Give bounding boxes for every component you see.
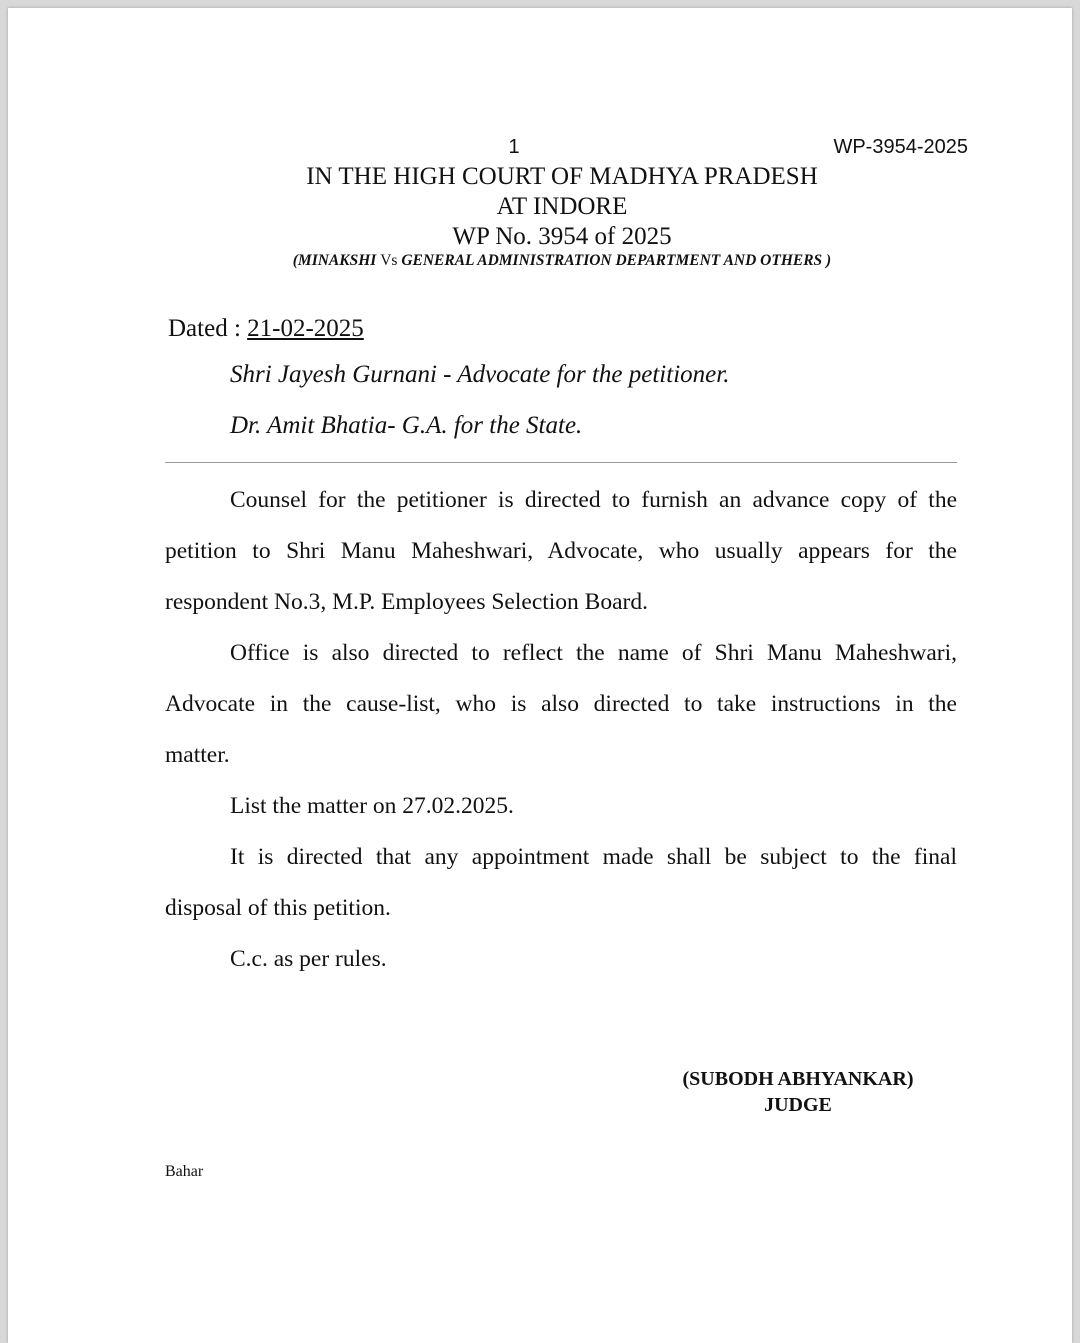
appearance-state: Dr. Amit Bhatia- G.A. for the State. xyxy=(230,412,583,439)
order-line: respondent No.3, M.P. Employees Selection Board. xyxy=(165,589,648,615)
order-date xyxy=(168,315,364,343)
order-line: Advocate in the cause-list, who is also directed to take instructions in the xyxy=(165,691,957,717)
dated-value: 21-02-2025 xyxy=(247,315,364,342)
steno-initials: Bahar xyxy=(165,1163,204,1180)
parties-line xyxy=(8,252,1080,270)
judge-title: JUDGE xyxy=(764,1094,832,1116)
document-page xyxy=(8,8,1072,1343)
judge-name: (SUBODH ABHYANKAR) xyxy=(682,1068,914,1090)
parties-petitioner: (MINAKSHI xyxy=(292,252,381,269)
parties-respondents: GENERAL ADMINISTRATION DEPARTMENT AND OTHERS ) xyxy=(397,252,832,269)
order-line: Office is also directed to reflect the name of Shri Manu Maheshwari, xyxy=(230,640,957,666)
parties-versus: Vs xyxy=(380,252,398,269)
divider xyxy=(165,462,957,463)
court-place: AT INDORE xyxy=(496,193,628,220)
court-title: IN THE HIGH COURT OF MADHYA PRADESH xyxy=(306,163,818,190)
case-reference: WP-3954-2025 xyxy=(833,136,968,158)
appearance-petitioner: Shri Jayesh Gurnani - Advocate for the petitioner. xyxy=(230,361,730,388)
dated-label: Dated : xyxy=(168,315,248,342)
order-line: C.c. as per rules. xyxy=(230,946,387,972)
order-line: disposal of this petition. xyxy=(165,895,391,921)
order-line: Counsel for the petitioner is directed to furnish an advance copy of the xyxy=(230,487,957,513)
page-number: 1 xyxy=(508,136,520,158)
case-number: WP No. 3954 of 2025 xyxy=(452,223,672,250)
order-line: matter. xyxy=(165,742,230,768)
order-line: petition to Shri Manu Maheshwari, Advocate, who usually appears for the xyxy=(165,538,957,564)
order-line: List the matter on 27.02.2025. xyxy=(230,793,514,819)
order-line: It is directed that any appointment made shall be subject to the final xyxy=(230,844,957,870)
